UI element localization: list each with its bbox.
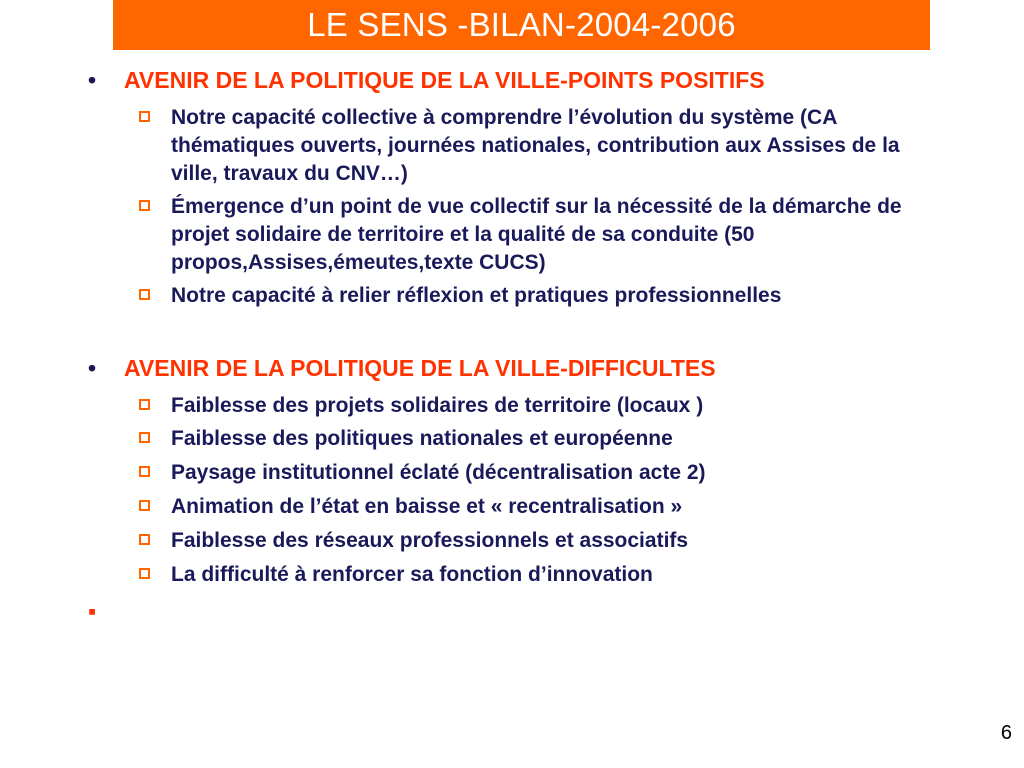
list-item	[139, 561, 939, 589]
section-heading-difficultes	[88, 355, 716, 382]
title-bar	[113, 0, 930, 50]
list-item	[139, 527, 939, 555]
list-item	[139, 193, 939, 277]
list-item-text: Notre capacité collective à comprendre l’évolution du système (CA thématiques ouverts, journées nationales, contribution aux Assises de la ville, travaux du CNV…)	[171, 106, 900, 185]
bullet-icon: •	[88, 355, 97, 381]
list-item-text: Animation de l’état en baisse et « recentralisation »	[171, 495, 683, 518]
list-item-text: La difficulté à renforcer sa fonction d’innovation	[171, 563, 653, 586]
square-bullet-icon	[139, 534, 150, 545]
square-bullet-icon	[139, 289, 150, 300]
empty-bullet-icon: ▪	[88, 598, 97, 624]
list-item-text: Paysage institutionnel éclaté (décentralisation acte 2)	[171, 461, 706, 484]
square-bullet-icon	[139, 466, 150, 477]
section-heading-positifs	[88, 67, 765, 94]
slide-number: 6	[1000, 722, 1012, 744]
slide-title: LE SENS -BILAN-2004-2006	[307, 6, 736, 43]
list-item	[139, 425, 939, 453]
square-bullet-icon	[139, 500, 150, 511]
square-bullet-icon	[139, 568, 150, 579]
list-item	[139, 392, 939, 420]
square-bullet-icon	[139, 399, 150, 410]
list-item-text: Notre capacité à relier réflexion et pratiques professionnelles	[171, 284, 782, 307]
list-item	[139, 493, 939, 521]
list-item-text: Faiblesse des réseaux professionnels et associatifs	[171, 529, 689, 552]
list-item	[139, 459, 939, 487]
square-bullet-icon	[139, 432, 150, 443]
section-heading-text: AVENIR DE LA POLITIQUE DE LA VILLE-DIFFICULTES	[124, 355, 716, 381]
section-heading-text: AVENIR DE LA POLITIQUE DE LA VILLE-POINTS POSITIFS	[124, 67, 765, 93]
list-item	[139, 282, 939, 310]
bullet-icon: •	[88, 67, 97, 93]
square-bullet-icon	[139, 200, 150, 211]
list-item-text: Faiblesse des politiques nationales et européenne	[171, 427, 673, 450]
list-item	[139, 104, 939, 188]
square-bullet-icon	[139, 111, 150, 122]
list-item-text: Émergence d’un point de vue collectif sur la nécessité de la démarche de projet solidaire de territoire et la qualité de sa conduite (50 propos,Assises,émeutes,texte CUCS)	[171, 195, 902, 274]
list-item-text: Faiblesse des projets solidaires de territoire (locaux )	[171, 394, 704, 417]
